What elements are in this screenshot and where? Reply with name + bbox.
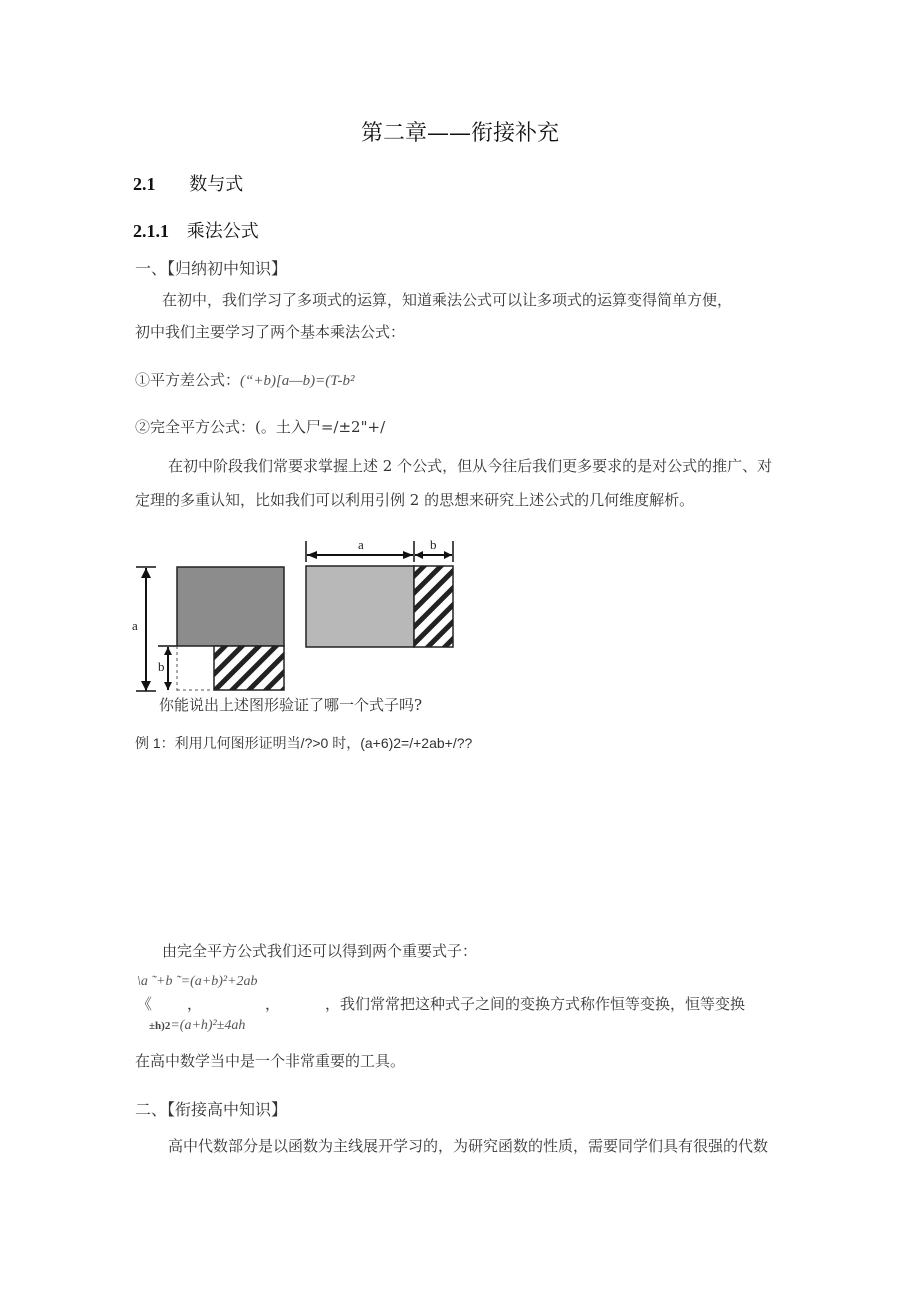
intro-line-1: 在初中，我们学习了多项式的运算，知道乘法公式可以让多项式的运算变得简单方便， bbox=[162, 291, 733, 309]
left-gray-square bbox=[177, 567, 284, 646]
intro-line-2: 初中我们主要学习了两个基本乘法公式： bbox=[135, 323, 406, 341]
para2-line-1: 在初中阶段我们常要求掌握上述 2 个公式，但从今往后我们更多要求的是对公式的推广、对 bbox=[168, 457, 773, 475]
chapter-title: 第二章——衔接补充 bbox=[360, 121, 559, 146]
formula-2-expr: (。土入尸=/±2"+/ bbox=[255, 418, 386, 436]
identity-1: \a ˜+b ˜=(a+b)²+2ab bbox=[137, 974, 258, 989]
formula-1 bbox=[135, 369, 354, 390]
section-title: 数与式 bbox=[189, 174, 244, 195]
subsection-title: 乘法公式 bbox=[186, 221, 259, 242]
left-diagram bbox=[132, 567, 284, 691]
right-gray-rect bbox=[306, 566, 414, 647]
left-hatched-rect bbox=[214, 646, 284, 690]
para2-line-2: 定理的多重认知，比如我们可以利用引例 2 的思想来研究上述公式的几何维度解析。 bbox=[135, 491, 695, 509]
question: 你能说出上述图形验证了哪一个式子吗? bbox=[159, 696, 423, 714]
para5: 高中代数部分是以函数为主线展开学习的，为研究函数的性质，需要同学们具有很强的代数 bbox=[168, 1137, 769, 1155]
right-hatched-rect bbox=[414, 566, 453, 647]
right-label-b: b bbox=[430, 537, 437, 552]
formula-1-expr: (“+b)[a—b)=(T-b² bbox=[240, 373, 355, 389]
geometry-figure bbox=[128, 536, 463, 696]
example-1: 例 1：利用几何图形证明当/?>0 时，(a+6)2=/+2ab+/?? bbox=[135, 735, 473, 751]
identity-comma-2: ， bbox=[265, 995, 281, 1013]
part1-heading: 一、【归纳初中知识】 bbox=[135, 259, 288, 278]
formula-2 bbox=[135, 416, 385, 437]
right-diagram bbox=[306, 537, 453, 647]
identity-comma-1: ， bbox=[187, 995, 203, 1013]
formula-1-label: ①平方差公式： bbox=[135, 371, 241, 389]
subsection-number: 2.1.1 bbox=[133, 221, 169, 241]
right-label-a: a bbox=[358, 537, 364, 552]
para3: 由完全平方公式我们还可以得到两个重要式子： bbox=[162, 942, 478, 960]
para4: 在高中数学当中是一个非常重要的工具。 bbox=[135, 1052, 406, 1070]
identity-2-prefix: ±h)2 bbox=[149, 1020, 171, 1032]
left-label-b: b bbox=[158, 659, 165, 674]
identity-2-expr: =(a+h)²±4ah bbox=[170, 1018, 246, 1033]
part2-heading: 二、【衔接高中知识】 bbox=[135, 1100, 288, 1119]
section-heading bbox=[133, 170, 243, 196]
formula-2-label: ②完全平方公式： bbox=[135, 418, 256, 436]
subsection-heading bbox=[133, 217, 259, 243]
identity-2 bbox=[149, 1014, 245, 1034]
section-number: 2.1 bbox=[133, 174, 156, 194]
identity-line-2 bbox=[137, 993, 746, 1014]
identity-bracket: 《 bbox=[137, 995, 153, 1013]
left-label-a: a bbox=[132, 618, 138, 633]
identity-description: ，我们常常把这种式子之间的变换方式称作恒等变换，恒等变换 bbox=[325, 995, 746, 1013]
